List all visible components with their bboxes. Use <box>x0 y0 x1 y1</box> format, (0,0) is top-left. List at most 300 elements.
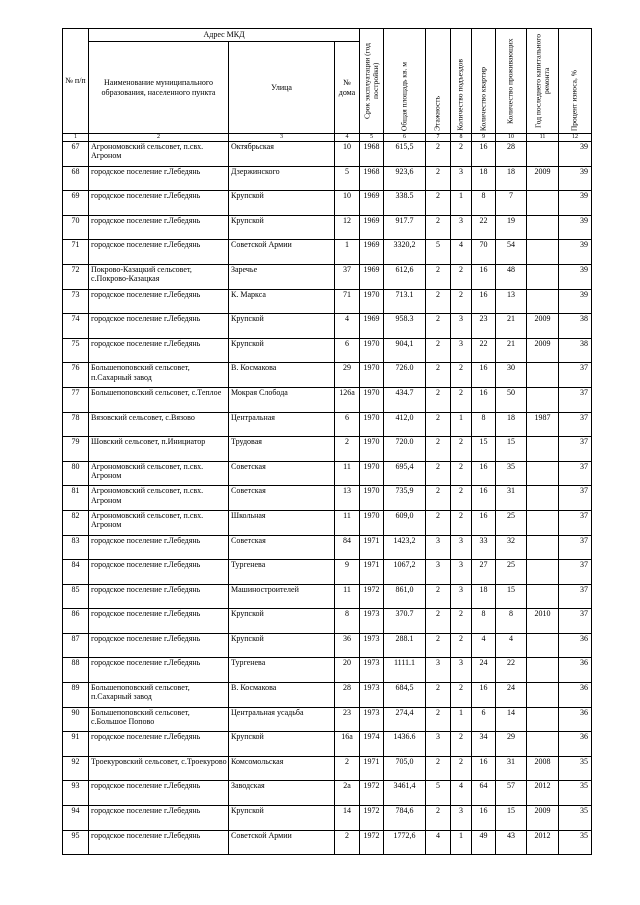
area-cell: 958.3 <box>384 314 426 339</box>
residents-cell: 32 <box>496 535 527 560</box>
flats-cell: 18 <box>472 166 496 191</box>
entrances-cell: 2 <box>451 142 472 167</box>
repair-year-cell: 1987 <box>527 412 559 437</box>
floors-cell: 3 <box>426 658 451 683</box>
area-cell: 612,6 <box>384 264 426 289</box>
column-number-row <box>63 134 592 142</box>
street-cell: Советская <box>229 486 335 511</box>
house-number-cell: 84 <box>335 535 360 560</box>
table-row <box>63 633 592 658</box>
year-cell: 1970 <box>360 486 384 511</box>
repair-year-cell <box>527 535 559 560</box>
street-cell: Машиностроителей <box>229 584 335 609</box>
row-number: 80 <box>63 461 89 486</box>
floors-cell: 3 <box>426 560 451 585</box>
house-number-cell: 9 <box>335 560 360 585</box>
year-cell: 1970 <box>360 387 384 412</box>
housing-stock-table <box>62 28 592 855</box>
entrances-cell: 2 <box>451 486 472 511</box>
flats-cell: 16 <box>472 806 496 831</box>
header-entrances: Количество подъездов <box>455 59 465 131</box>
flats-cell: 23 <box>472 314 496 339</box>
column-number: 10 <box>496 134 527 142</box>
flats-cell: 16 <box>472 363 496 388</box>
flats-cell: 16 <box>472 486 496 511</box>
column-number: 6 <box>384 134 426 142</box>
street-cell: Школьная <box>229 510 335 535</box>
floors-cell: 2 <box>426 289 451 314</box>
house-number-cell: 28 <box>335 683 360 708</box>
residents-cell: 22 <box>496 658 527 683</box>
table-row <box>63 486 592 511</box>
repair-year-cell <box>527 732 559 757</box>
house-number-cell: 8 <box>335 609 360 634</box>
year-cell: 1974 <box>360 732 384 757</box>
entrances-cell: 3 <box>451 215 472 240</box>
municipality-cell: Большепоповский сельсовет, с.Большое Попово <box>89 707 229 732</box>
entrances-cell: 1 <box>451 707 472 732</box>
year-cell: 1969 <box>360 264 384 289</box>
wear-percent-cell: 36 <box>559 707 592 732</box>
residents-cell: 31 <box>496 486 527 511</box>
column-number: 4 <box>335 134 360 142</box>
floors-cell: 2 <box>426 166 451 191</box>
area-cell: 338.5 <box>384 191 426 216</box>
table-row <box>63 191 592 216</box>
wear-percent-cell: 36 <box>559 633 592 658</box>
entrances-cell: 1 <box>451 830 472 855</box>
entrances-cell: 3 <box>451 338 472 363</box>
house-number-cell: 1 <box>335 240 360 265</box>
flats-cell: 16 <box>472 756 496 781</box>
house-number-cell: 23 <box>335 707 360 732</box>
floors-cell: 5 <box>426 781 451 806</box>
residents-cell: 28 <box>496 142 527 167</box>
flats-cell: 8 <box>472 609 496 634</box>
municipality-cell: городское поселение г.Лебедянь <box>89 732 229 757</box>
row-number: 72 <box>63 264 89 289</box>
street-cell: Крупской <box>229 633 335 658</box>
flats-cell: 16 <box>472 264 496 289</box>
entrances-cell: 2 <box>451 289 472 314</box>
floors-cell: 2 <box>426 437 451 462</box>
flats-cell: 4 <box>472 633 496 658</box>
year-cell: 1972 <box>360 584 384 609</box>
repair-year-cell: 2009 <box>527 166 559 191</box>
flats-cell: 16 <box>472 683 496 708</box>
row-number: 93 <box>63 781 89 806</box>
residents-cell: 18 <box>496 166 527 191</box>
municipality-cell: городское поселение г.Лебедянь <box>89 191 229 216</box>
header-house: № дома <box>335 42 360 134</box>
house-number-cell: 4 <box>335 314 360 339</box>
house-number-cell: 10 <box>335 191 360 216</box>
municipality-cell: городское поселение г.Лебедянь <box>89 215 229 240</box>
municipality-cell: Троекуровский сельсовет, с.Троекурово <box>89 756 229 781</box>
repair-year-cell: 2012 <box>527 830 559 855</box>
municipality-cell: городское поселение г.Лебедянь <box>89 535 229 560</box>
year-cell: 1970 <box>360 363 384 388</box>
house-number-cell: 10 <box>335 142 360 167</box>
floors-cell: 2 <box>426 486 451 511</box>
residents-cell: 57 <box>496 781 527 806</box>
row-number: 83 <box>63 535 89 560</box>
table-row <box>63 314 592 339</box>
residents-cell: 14 <box>496 707 527 732</box>
column-number: 12 <box>559 134 592 142</box>
entrances-cell: 3 <box>451 806 472 831</box>
table-row <box>63 560 592 585</box>
street-cell: В. Космакова <box>229 363 335 388</box>
street-cell: Крупской <box>229 191 335 216</box>
area-cell: 1772,6 <box>384 830 426 855</box>
residents-cell: 18 <box>496 412 527 437</box>
table-row <box>63 289 592 314</box>
wear-percent-cell: 37 <box>559 560 592 585</box>
house-number-cell: 2а <box>335 781 360 806</box>
municipality-cell: Покрово-Казацкий сельсовет, с.Покрово-Казацкая <box>89 264 229 289</box>
municipality-cell: Агрономовский сельсовет, п.свх. Агроном <box>89 486 229 511</box>
street-cell: Советская <box>229 461 335 486</box>
flats-cell: 70 <box>472 240 496 265</box>
repair-year-cell <box>527 142 559 167</box>
entrances-cell: 3 <box>451 560 472 585</box>
street-cell: Советской Армии <box>229 240 335 265</box>
flats-cell: 16 <box>472 289 496 314</box>
row-number: 91 <box>63 732 89 757</box>
street-cell: Крупской <box>229 215 335 240</box>
residents-cell: 54 <box>496 240 527 265</box>
area-cell: 713.1 <box>384 289 426 314</box>
header-area: Общая площадь кв. м <box>399 61 409 131</box>
residents-cell: 50 <box>496 387 527 412</box>
wear-percent-cell: 39 <box>559 142 592 167</box>
row-number: 74 <box>63 314 89 339</box>
year-cell: 1970 <box>360 289 384 314</box>
wear-percent-cell: 38 <box>559 314 592 339</box>
floors-cell: 2 <box>426 806 451 831</box>
house-number-cell: 6 <box>335 412 360 437</box>
street-cell: Мокрая Слобода <box>229 387 335 412</box>
repair-year-cell <box>527 264 559 289</box>
floors-cell: 2 <box>426 756 451 781</box>
flats-cell: 16 <box>472 142 496 167</box>
wear-percent-cell: 35 <box>559 756 592 781</box>
floors-cell: 4 <box>426 830 451 855</box>
wear-percent-cell: 36 <box>559 732 592 757</box>
wear-percent-cell: 37 <box>559 387 592 412</box>
street-cell: Крупской <box>229 806 335 831</box>
residents-cell: 8 <box>496 609 527 634</box>
area-cell: 784,6 <box>384 806 426 831</box>
entrances-cell: 2 <box>451 732 472 757</box>
residents-cell: 19 <box>496 215 527 240</box>
house-number-cell: 12 <box>335 215 360 240</box>
house-number-cell: 37 <box>335 264 360 289</box>
residents-cell: 35 <box>496 461 527 486</box>
year-cell: 1971 <box>360 535 384 560</box>
row-number: 68 <box>63 166 89 191</box>
table-row <box>63 683 592 708</box>
street-cell: Комсомольская <box>229 756 335 781</box>
flats-cell: 24 <box>472 658 496 683</box>
area-cell: 705,0 <box>384 756 426 781</box>
row-number: 81 <box>63 486 89 511</box>
repair-year-cell <box>527 215 559 240</box>
year-cell: 1972 <box>360 830 384 855</box>
entrances-cell: 2 <box>451 633 472 658</box>
flats-cell: 6 <box>472 707 496 732</box>
row-number: 88 <box>63 658 89 683</box>
street-cell: Трудовая <box>229 437 335 462</box>
street-cell: Крупской <box>229 609 335 634</box>
area-cell: 735,9 <box>384 486 426 511</box>
table-row <box>63 584 592 609</box>
wear-percent-cell: 39 <box>559 289 592 314</box>
year-cell: 1973 <box>360 658 384 683</box>
repair-year-cell: 2009 <box>527 806 559 831</box>
area-cell: 3320,2 <box>384 240 426 265</box>
table-row <box>63 461 592 486</box>
floors-cell: 2 <box>426 584 451 609</box>
year-cell: 1973 <box>360 707 384 732</box>
floors-cell: 2 <box>426 609 451 634</box>
house-number-cell: 11 <box>335 461 360 486</box>
wear-percent-cell: 35 <box>559 806 592 831</box>
row-number: 87 <box>63 633 89 658</box>
house-number-cell: 11 <box>335 510 360 535</box>
row-number: 69 <box>63 191 89 216</box>
floors-cell: 2 <box>426 215 451 240</box>
entrances-cell: 1 <box>451 191 472 216</box>
header-street: Улица <box>229 42 335 134</box>
municipality-cell: Большепоповский сельсовет, п.Сахарный завод <box>89 363 229 388</box>
area-cell: 726.0 <box>384 363 426 388</box>
residents-cell: 48 <box>496 264 527 289</box>
row-number: 95 <box>63 830 89 855</box>
row-number: 78 <box>63 412 89 437</box>
wear-percent-cell: 36 <box>559 683 592 708</box>
row-number: 70 <box>63 215 89 240</box>
row-number: 90 <box>63 707 89 732</box>
residents-cell: 4 <box>496 633 527 658</box>
flats-cell: 16 <box>472 461 496 486</box>
row-number: 94 <box>63 806 89 831</box>
municipality-cell: Большепоповский сельсовет, п.Сахарный завод <box>89 683 229 708</box>
column-number: 3 <box>229 134 335 142</box>
street-cell: Тургенева <box>229 658 335 683</box>
floors-cell: 2 <box>426 142 451 167</box>
repair-year-cell <box>527 633 559 658</box>
area-cell: 1067,2 <box>384 560 426 585</box>
house-number-cell: 20 <box>335 658 360 683</box>
repair-year-cell: 2010 <box>527 609 559 634</box>
floors-cell: 2 <box>426 633 451 658</box>
column-number: 2 <box>89 134 229 142</box>
wear-percent-cell: 37 <box>559 461 592 486</box>
residents-cell: 21 <box>496 338 527 363</box>
table-row <box>63 215 592 240</box>
house-number-cell: 16а <box>335 732 360 757</box>
municipality-cell: городское поселение г.Лебедянь <box>89 830 229 855</box>
flats-cell: 16 <box>472 510 496 535</box>
table-row <box>63 142 592 167</box>
entrances-cell: 1 <box>451 412 472 437</box>
header-wear: Процент износа, % <box>569 69 579 131</box>
street-cell: Центральная усадьба <box>229 707 335 732</box>
table-row <box>63 830 592 855</box>
floors-cell: 2 <box>426 707 451 732</box>
repair-year-cell: 2009 <box>527 338 559 363</box>
repair-year-cell <box>527 707 559 732</box>
residents-cell: 13 <box>496 289 527 314</box>
floors-cell: 2 <box>426 264 451 289</box>
municipality-cell: городское поселение г.Лебедянь <box>89 584 229 609</box>
entrances-cell: 4 <box>451 781 472 806</box>
flats-cell: 18 <box>472 584 496 609</box>
repair-year-cell <box>527 584 559 609</box>
floors-cell: 5 <box>426 240 451 265</box>
column-number: 11 <box>527 134 559 142</box>
repair-year-cell <box>527 191 559 216</box>
area-cell: 1423,2 <box>384 535 426 560</box>
year-cell: 1970 <box>360 437 384 462</box>
area-cell: 1111.1 <box>384 658 426 683</box>
header-year: Срок эксплуатации (год постройки) <box>361 43 380 119</box>
column-number: 9 <box>472 134 496 142</box>
street-cell: К. Маркса <box>229 289 335 314</box>
municipality-cell: городское поселение г.Лебедянь <box>89 781 229 806</box>
residents-cell: 29 <box>496 732 527 757</box>
row-number: 73 <box>63 289 89 314</box>
street-cell: В. Космакова <box>229 683 335 708</box>
table-row <box>63 240 592 265</box>
repair-year-cell <box>527 387 559 412</box>
street-cell: Центральная <box>229 412 335 437</box>
table-row <box>63 264 592 289</box>
area-cell: 274,4 <box>384 707 426 732</box>
repair-year-cell <box>527 560 559 585</box>
year-cell: 1970 <box>360 461 384 486</box>
repair-year-cell <box>527 437 559 462</box>
year-cell: 1973 <box>360 683 384 708</box>
wear-percent-cell: 39 <box>559 191 592 216</box>
wear-percent-cell: 39 <box>559 240 592 265</box>
table-row <box>63 363 592 388</box>
table-row <box>63 707 592 732</box>
header-address-group: Адрес МКД <box>89 29 360 42</box>
municipality-cell: городское поселение г.Лебедянь <box>89 560 229 585</box>
entrances-cell: 2 <box>451 264 472 289</box>
street-cell: Крупской <box>229 338 335 363</box>
row-number: 85 <box>63 584 89 609</box>
entrances-cell: 3 <box>451 166 472 191</box>
entrances-cell: 2 <box>451 756 472 781</box>
street-cell: Тургенева <box>229 560 335 585</box>
street-cell: Октябрьская <box>229 142 335 167</box>
house-number-cell: 36 <box>335 633 360 658</box>
row-number: 76 <box>63 363 89 388</box>
wear-percent-cell: 37 <box>559 363 592 388</box>
municipality-cell: городское поселение г.Лебедянь <box>89 633 229 658</box>
year-cell: 1971 <box>360 560 384 585</box>
flats-cell: 15 <box>472 437 496 462</box>
residents-cell: 24 <box>496 683 527 708</box>
area-cell: 720.0 <box>384 437 426 462</box>
wear-percent-cell: 37 <box>559 535 592 560</box>
table-row <box>63 609 592 634</box>
row-number: 86 <box>63 609 89 634</box>
house-number-cell: 13 <box>335 486 360 511</box>
municipality-cell: городское поселение г.Лебедянь <box>89 289 229 314</box>
table-row <box>63 806 592 831</box>
house-number-cell: 5 <box>335 166 360 191</box>
column-number: 1 <box>63 134 89 142</box>
floors-cell: 2 <box>426 510 451 535</box>
flats-cell: 8 <box>472 191 496 216</box>
residents-cell: 15 <box>496 806 527 831</box>
header-flats: Количество квартир <box>478 66 488 131</box>
floors-cell: 2 <box>426 338 451 363</box>
municipality-cell: городское поселение г.Лебедянь <box>89 658 229 683</box>
column-number: 8 <box>451 134 472 142</box>
street-cell: Дзержинского <box>229 166 335 191</box>
year-cell: 1969 <box>360 240 384 265</box>
entrances-cell: 3 <box>451 314 472 339</box>
area-cell: 615,5 <box>384 142 426 167</box>
area-cell: 3461,4 <box>384 781 426 806</box>
repair-year-cell: 2009 <box>527 314 559 339</box>
area-cell: 695,4 <box>384 461 426 486</box>
wear-percent-cell: 37 <box>559 510 592 535</box>
street-cell: Заводская <box>229 781 335 806</box>
area-cell: 434.7 <box>384 387 426 412</box>
flats-cell: 22 <box>472 215 496 240</box>
municipality-cell: городское поселение г.Лебедянь <box>89 609 229 634</box>
residents-cell: 15 <box>496 437 527 462</box>
repair-year-cell <box>527 683 559 708</box>
residents-cell: 25 <box>496 510 527 535</box>
area-cell: 412,0 <box>384 412 426 437</box>
house-number-cell: 6 <box>335 338 360 363</box>
floors-cell: 2 <box>426 412 451 437</box>
table-row <box>63 510 592 535</box>
year-cell: 1973 <box>360 633 384 658</box>
wear-percent-cell: 37 <box>559 584 592 609</box>
entrances-cell: 3 <box>451 658 472 683</box>
row-number: 84 <box>63 560 89 585</box>
wear-percent-cell: 35 <box>559 830 592 855</box>
house-number-cell: 2 <box>335 437 360 462</box>
table-row <box>63 732 592 757</box>
wear-percent-cell: 39 <box>559 166 592 191</box>
wear-percent-cell: 37 <box>559 437 592 462</box>
house-number-cell: 126а <box>335 387 360 412</box>
flats-cell: 16 <box>472 387 496 412</box>
entrances-cell: 2 <box>451 363 472 388</box>
repair-year-cell <box>527 658 559 683</box>
wear-percent-cell: 37 <box>559 412 592 437</box>
wear-percent-cell: 37 <box>559 486 592 511</box>
area-cell: 609,0 <box>384 510 426 535</box>
area-cell: 904,1 <box>384 338 426 363</box>
area-cell: 684,5 <box>384 683 426 708</box>
entrances-cell: 2 <box>451 510 472 535</box>
flats-cell: 49 <box>472 830 496 855</box>
repair-year-cell: 2012 <box>527 781 559 806</box>
wear-percent-cell: 37 <box>559 609 592 634</box>
row-number: 71 <box>63 240 89 265</box>
